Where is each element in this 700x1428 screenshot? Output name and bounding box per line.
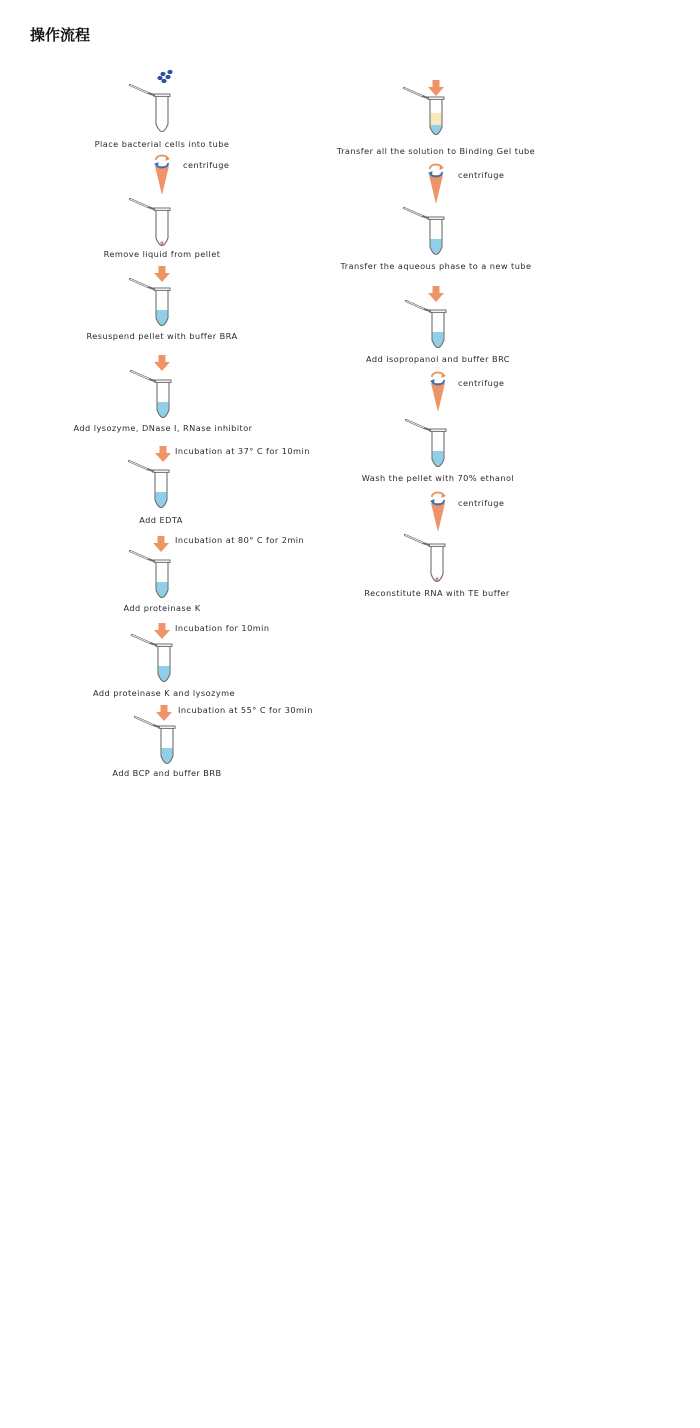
tube-lid-highlight [130,85,148,93]
left-step-6-arrow [154,623,170,639]
left-step-2-label: Remove liquid from pellet [103,249,221,259]
pellet-dot [435,577,438,581]
liquid-fill [431,125,442,134]
tube-lid-highlight [130,279,148,287]
tube-lid-highlight [404,88,422,96]
left-step-3-arrow [154,355,170,371]
right-step-3-label: Add isopropanol and buffer BRC [366,354,510,364]
left-step-5-tube [129,461,169,508]
rotate-icon [154,155,170,167]
left-step-6-label: Add proteinase K [123,603,201,613]
tube-rim [156,644,172,646]
cell-dot [157,76,162,80]
tube-lid-highlight [132,635,150,643]
tube-rim [429,544,445,546]
tube-lid-highlight [405,535,423,543]
bacterial-cells-icon [157,70,172,83]
down-triangle-arrow [429,175,443,204]
right-step-3-tube [406,301,446,348]
rotate-icon [430,492,446,504]
down-triangle-arrow [431,383,445,412]
pellet-dot [160,241,163,245]
right-step-2-label: Transfer the aqueous phase to a new tube [340,261,532,271]
cell-dot [167,70,172,74]
tube-body [156,210,168,246]
left-step-1-tube [130,70,173,132]
right-step-3-note: centrifuge [458,378,505,388]
page-title: 操作流程 [30,26,91,44]
cell-dot [161,79,166,83]
right-step-5-label: Reconstitute RNA with TE buffer [364,588,510,598]
tube-lid-highlight [129,461,147,469]
right-step-4-tube [406,420,446,467]
tube-lid-highlight [130,551,148,559]
tube-rim [430,429,446,431]
tube-rim [154,208,170,210]
left-step-3-label: Resuspend pellet with buffer BRA [86,331,238,341]
down-triangle-arrow [431,503,445,532]
tube-rim [153,470,169,472]
left-step-5-label: Add EDTA [139,515,183,525]
tube-rim [159,726,175,728]
right-step-1-centrifuge-arrow [428,164,444,204]
left-step-5-arrow [153,536,169,552]
down-triangle-arrow [155,166,169,195]
right-step-4-label: Wash the pellet with 70% ethanol [361,473,515,483]
right-step-1-label: Transfer all the solution to Binding Gel tube [336,146,536,156]
tube-rim [428,217,444,219]
tube-rim [154,94,170,96]
tube-rim [428,97,444,99]
left-step-7-note: Incubation at 55° C for 30min [178,705,313,715]
right-step-1-note: centrifuge [458,170,505,180]
left-step-1-centrifuge-arrow [154,155,170,195]
tube-lid-highlight [406,420,424,428]
right-step-2-arrow [428,286,444,302]
left-step-7-label: Add proteinase K and lysozyme [92,688,236,698]
tube-rim [430,310,446,312]
left-step-2-tube [130,199,170,246]
left-step-1-label: Place bacterial cells into tube [94,139,230,149]
cell-dot [160,72,165,76]
cell-dot [165,75,170,79]
left-step-6-tube [130,551,170,598]
left-step-4-note: Incubation at 37° C for 10min [175,446,310,456]
tube-rim [154,560,170,562]
left-step-4-tube [131,371,171,418]
tube-lid-highlight [135,717,153,725]
rotate-icon [430,372,446,384]
right-step-5-tube [405,535,445,582]
right-step-4-note: centrifuge [458,498,505,508]
right-step-1-arrow-in [428,80,444,96]
left-step-5-note: Incubation at 80° C for 2min [175,535,305,545]
left-step-8-label: Add BCP and buffer BRB [112,768,222,778]
left-step-4-arrow [155,446,171,462]
tube-body [431,546,443,582]
left-step-3-tube [130,279,170,326]
tube-lid-highlight [404,208,422,216]
left-step-8-tube [135,717,175,764]
right-step-3-centrifuge-arrow [430,372,446,412]
rotate-icon [428,164,444,176]
left-step-7-arrow [156,705,172,721]
left-step-1-note: centrifuge [183,160,230,170]
tube-rim [154,288,170,290]
left-step-7-tube [132,635,172,682]
left-step-6-note: Incubation for 10min [175,623,270,633]
tube-lid-highlight [131,371,149,379]
right-step-1-tube [404,88,444,135]
left-step-2-arrow [154,266,170,282]
tube-lid-highlight [130,199,148,207]
tube-lid-highlight [406,301,424,309]
right-step-2-tube [404,208,444,255]
tube-rim [155,380,171,382]
left-step-4-label: Add lysozyme, DNase I, RNase inhibitor [73,423,253,433]
right-step-4-centrifuge-arrow [430,492,446,532]
tube-body [156,96,168,132]
